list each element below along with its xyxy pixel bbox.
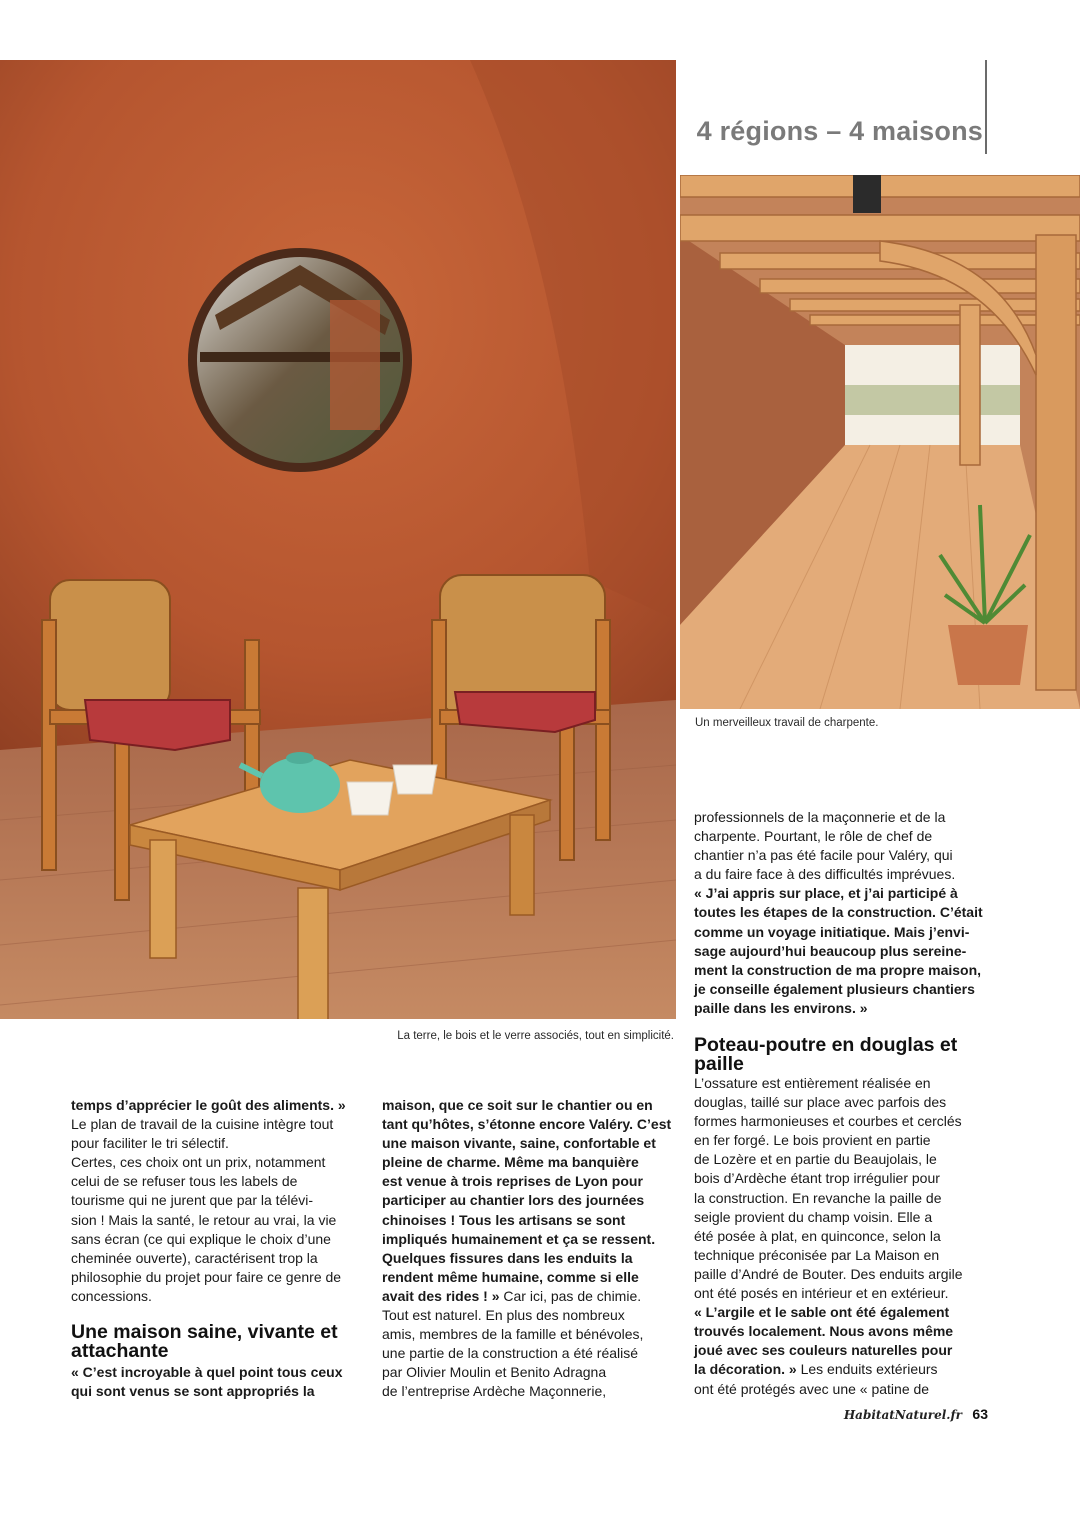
text-line bbox=[694, 1112, 994, 1131]
text-line bbox=[694, 846, 994, 865]
text-line-segment: paille d’André de Bouter. Des enduits argile bbox=[694, 1265, 963, 1282]
text-line bbox=[694, 1380, 994, 1399]
text-line bbox=[694, 865, 994, 884]
text-line bbox=[694, 1208, 994, 1227]
text-line-segment: a du faire face à des difficultés imprévues. bbox=[694, 866, 956, 883]
side-photo-caption: Un merveilleux travail de charpente. bbox=[695, 717, 879, 729]
text-line-segment: sion ! Mais la santé, le retour au vrai, la vie bbox=[71, 1211, 337, 1228]
text-line bbox=[71, 1268, 371, 1287]
text-line-segment: douglas, taillé sur place avec parfois des bbox=[694, 1094, 947, 1111]
text-line bbox=[71, 1096, 371, 1115]
text-line-segment: technique préconisée par La Maison en bbox=[694, 1246, 940, 1263]
text-line-segment: comme un voyage initiatique. Mais j’envi- bbox=[694, 923, 970, 940]
text-line-segment: pleine de charme. Même ma banquière bbox=[382, 1154, 639, 1171]
text-line-segment: charpente. Pourtant, le rôle de chef de bbox=[694, 828, 933, 845]
text-line-segment: professionnels de la maçonnerie et de la bbox=[694, 809, 946, 825]
text-line-segment: de Lozère et en partie du Beaujolais, le bbox=[694, 1151, 937, 1168]
text-line bbox=[71, 1249, 371, 1268]
text-line-segment: « J’ai appris sur place, et j’ai participé à bbox=[694, 885, 958, 902]
text-line bbox=[694, 1227, 994, 1246]
text-line bbox=[694, 1284, 994, 1303]
page-footer bbox=[844, 1406, 988, 1424]
section-rule bbox=[985, 60, 987, 154]
text-line-segment: chantier n’a pas été facile pour Valéry, qui bbox=[694, 847, 953, 864]
text-line bbox=[382, 1325, 678, 1344]
text-line-segment: une maison vivante, saine, confortable et bbox=[382, 1135, 656, 1152]
text-line-segment: de l’entreprise Ardèche Maçonnerie, bbox=[382, 1383, 607, 1400]
text-line-segment: pour faciliter le tri sélectif. bbox=[71, 1135, 229, 1152]
text-line-segment: la construction. En revanche la paille de bbox=[694, 1189, 942, 1206]
text-line-segment: formes harmonieuses et courbes et cerclés bbox=[694, 1113, 962, 1130]
text-line bbox=[694, 923, 994, 942]
text-line bbox=[694, 827, 994, 846]
text-line bbox=[694, 1189, 994, 1208]
text-line bbox=[382, 1096, 678, 1115]
text-line-segment: concessions. bbox=[71, 1287, 152, 1304]
text-line-tail: Car ici, pas de chimie. bbox=[499, 1287, 642, 1304]
text-line bbox=[382, 1268, 678, 1287]
text-line-segment: ont été posés en intérieur et en extérieur. bbox=[694, 1285, 949, 1302]
text-line-segment: Certes, ces choix ont un prix, notamment bbox=[71, 1154, 326, 1171]
text-line bbox=[71, 1153, 371, 1172]
text-line bbox=[694, 1074, 994, 1093]
page-number: 63 bbox=[972, 1406, 988, 1422]
column-1-continued bbox=[71, 1363, 371, 1401]
column-3-top-text bbox=[694, 808, 994, 1018]
text-line-segment: cheminée ouverte), caractérisent trop la bbox=[71, 1249, 318, 1266]
text-line bbox=[382, 1115, 678, 1134]
text-line-segment: la décoration. » bbox=[694, 1361, 797, 1378]
text-line bbox=[382, 1191, 678, 1210]
text-line bbox=[71, 1287, 371, 1306]
text-line-segment: sage aujourd’hui beaucoup plus sereine- bbox=[694, 942, 967, 959]
text-line-segment: ont été protégés avec une « patine de bbox=[694, 1380, 930, 1397]
text-line bbox=[694, 1341, 994, 1360]
text-line bbox=[382, 1363, 678, 1382]
text-line-segment: chinoises ! Tous les artisans se sont bbox=[382, 1211, 626, 1228]
text-line-segment: impliqués humainement et ça se ressent. bbox=[382, 1230, 656, 1247]
text-line bbox=[694, 1265, 994, 1284]
text-line-segment: je conseille également plusieurs chantiers bbox=[694, 980, 975, 997]
main-photo-caption: La terre, le bois et le verre associés, tout en simplicité. bbox=[397, 1030, 674, 1042]
text-line-segment: paille dans les environs. » bbox=[694, 999, 868, 1016]
text-line-segment: amis, membres de la famille et bénévoles, bbox=[382, 1326, 644, 1343]
text-line bbox=[694, 903, 994, 922]
text-line bbox=[694, 1303, 994, 1322]
text-line bbox=[382, 1306, 678, 1325]
column-2-text bbox=[382, 1096, 678, 1402]
text-line-segment: ment la construction de ma propre maison, bbox=[694, 961, 982, 978]
text-line-segment: « L’argile et le sable ont été également bbox=[694, 1304, 950, 1321]
text-line-segment: trouvés localement. Nous avons même bbox=[694, 1323, 954, 1340]
text-line bbox=[71, 1382, 371, 1401]
text-line-segment: tourisme qui ne jurent que par la télévi- bbox=[71, 1192, 314, 1209]
round-window bbox=[188, 248, 412, 472]
text-line-segment: été posée à plat, en quinconce, selon la bbox=[694, 1227, 941, 1244]
footer-brand[interactable]: HabitatNaturel.fr bbox=[843, 1408, 962, 1422]
text-line bbox=[694, 1169, 994, 1188]
text-line-segment: en fer forgé. Le bois provient en partie bbox=[694, 1132, 931, 1149]
text-line-segment: une partie de la construction a été réalisé bbox=[382, 1345, 639, 1362]
text-line bbox=[71, 1211, 371, 1230]
text-line-segment: L’ossature est entièrement réalisée en bbox=[694, 1075, 931, 1091]
text-line bbox=[382, 1153, 678, 1172]
text-line-segment: philosophie du projet pour faire ce genre de bbox=[71, 1268, 342, 1285]
main-photo bbox=[0, 60, 676, 1019]
text-line-segment: « C’est incroyable à quel point tous ceux bbox=[71, 1364, 343, 1380]
text-line-segment: avait des rides ! » bbox=[382, 1287, 500, 1304]
text-line bbox=[71, 1363, 371, 1382]
column-3-text bbox=[694, 1074, 994, 1399]
text-line-tail: Les enduits extérieurs bbox=[796, 1361, 938, 1378]
subhead-poteau-poutre: Poteau-poutre en douglas et paille bbox=[694, 1034, 958, 1075]
text-line bbox=[694, 808, 994, 827]
text-line bbox=[71, 1172, 371, 1191]
text-line-segment: seigle provient du champ voisin. Elle a bbox=[694, 1208, 933, 1225]
text-line bbox=[382, 1211, 678, 1230]
text-line bbox=[694, 1150, 994, 1169]
text-line-segment: sans écran (ce qui explique le choix d’une bbox=[71, 1230, 331, 1247]
side-photo bbox=[680, 175, 1080, 709]
text-line-segment: qui sont venus se sont appropriés la bbox=[71, 1383, 315, 1400]
text-line bbox=[694, 1093, 994, 1112]
text-line-segment: celui de se refuser tous les labels de bbox=[71, 1173, 298, 1190]
text-line-segment: tant qu’hôtes, s’étonne encore Valéry. C’est bbox=[382, 1116, 672, 1133]
text-line-segment: Tout est naturel. En plus des nombreux bbox=[382, 1307, 625, 1324]
text-line bbox=[71, 1115, 371, 1134]
text-line bbox=[694, 1131, 994, 1150]
text-line bbox=[694, 1360, 994, 1379]
text-line bbox=[694, 884, 994, 903]
text-line bbox=[382, 1134, 678, 1153]
text-line bbox=[71, 1191, 371, 1210]
text-line bbox=[382, 1287, 678, 1306]
text-line-segment: participer au chantier lors des journées bbox=[382, 1192, 645, 1209]
text-line-segment: Quelques fissures dans les enduits la bbox=[382, 1249, 633, 1266]
text-line-segment: temps d’apprécier le goût des aliments. » bbox=[71, 1097, 346, 1113]
text-line-segment: maison, que ce soit sur le chantier ou en bbox=[382, 1097, 653, 1113]
text-line bbox=[694, 999, 994, 1018]
text-line bbox=[694, 1322, 994, 1341]
text-line-segment: bois d’Ardèche étant trop irrégulier pour bbox=[694, 1170, 940, 1187]
text-line-segment: joué avec ses couleurs naturelles pour bbox=[694, 1342, 953, 1359]
text-line bbox=[71, 1134, 371, 1153]
subhead-maison-saine: Une maison saine, vivante et attachante bbox=[71, 1321, 338, 1362]
text-line-segment: rendent même humaine, comme si elle bbox=[382, 1268, 639, 1285]
text-line-segment: est venue à trois reprises de Lyon pour bbox=[382, 1173, 643, 1190]
section-title: 4 régions – 4 maisons bbox=[696, 116, 983, 146]
text-line bbox=[71, 1230, 371, 1249]
text-line bbox=[694, 1246, 994, 1265]
text-line bbox=[694, 961, 994, 980]
text-line bbox=[382, 1249, 678, 1268]
text-line-segment: toutes les étapes de la construction. C’était bbox=[694, 904, 983, 921]
text-line bbox=[694, 980, 994, 999]
text-line bbox=[382, 1230, 678, 1249]
text-line-segment: Le plan de travail de la cuisine intègre tout bbox=[71, 1116, 334, 1133]
text-line bbox=[382, 1344, 678, 1363]
text-line bbox=[694, 942, 994, 961]
text-line-segment: par Olivier Moulin et Benito Adragna bbox=[382, 1364, 607, 1381]
text-line bbox=[382, 1382, 678, 1401]
text-line bbox=[382, 1172, 678, 1191]
column-1-text bbox=[71, 1096, 371, 1306]
